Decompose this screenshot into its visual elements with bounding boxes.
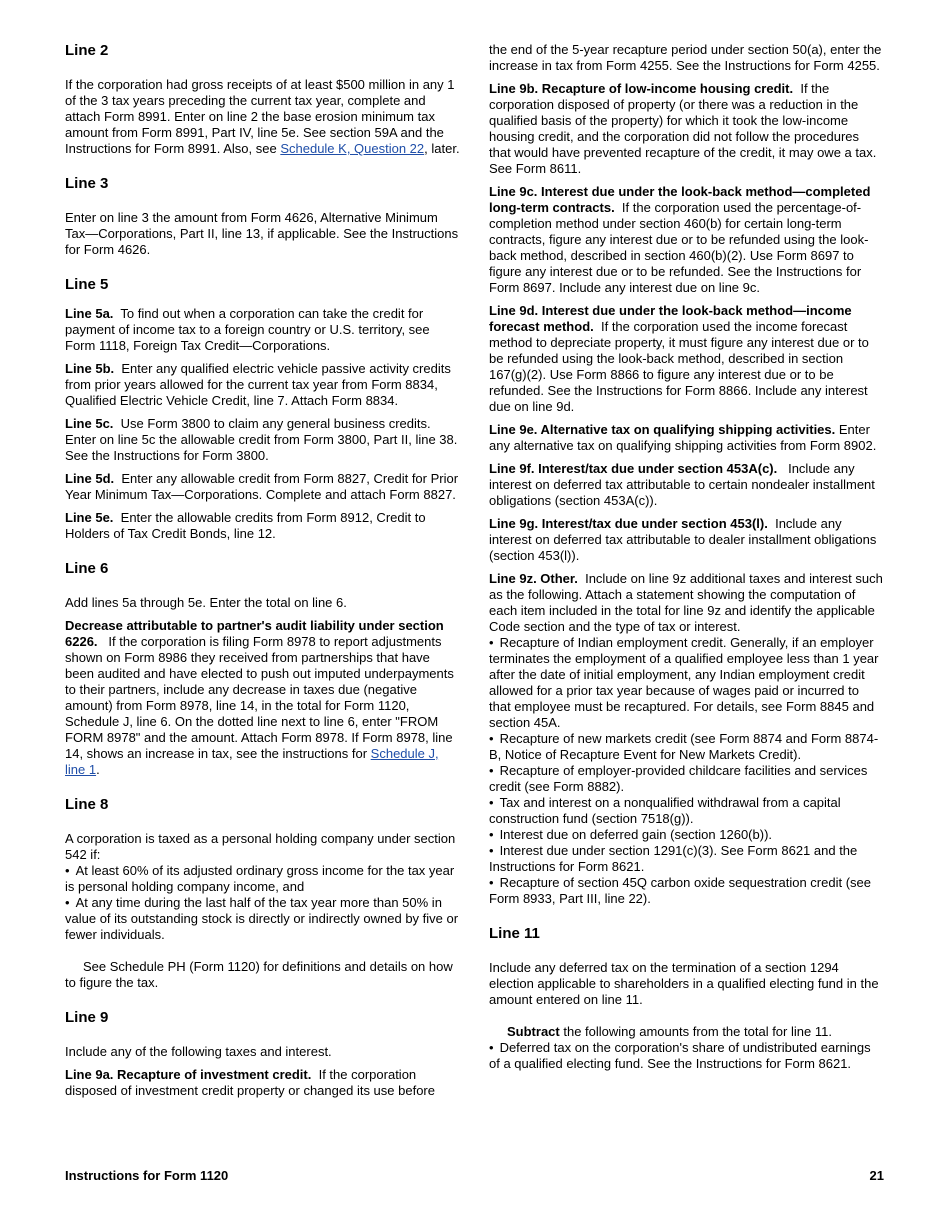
page-footer bbox=[65, 1168, 884, 1184]
line6-heading: Line 6 bbox=[65, 560, 109, 577]
line3-text: Enter on line 3 the amount from Form 4626, Alternative Minimum Tax—Corporations, Part II, line 13, if applicable. See the Instructions for Form 4626. bbox=[65, 210, 459, 257]
line9z-bullet: • Recapture of employer-provided childcare facilities and services credit (see Form 8882). bbox=[489, 763, 884, 795]
line8-bullet: • At any time during the last half of the tax year more than 50% in value of its outstanding stock is directly or indirectly owned by five or fewer individuals. bbox=[65, 895, 460, 943]
line9z-para: Line 9z. Other. Include on line 9z additional taxes and interest such as the following. Attach a statement showing the computation of each item included in the total for line 9z and identify the applicable Code section and the type of tax or interest. bbox=[489, 571, 883, 634]
line11-heading: Line 11 bbox=[489, 925, 540, 942]
line5a-para: Line 5a. To find out when a corporation can take the credit for payment of income tax to a foreign country or U.S. territory, see Form 1118, Foreign Tax Credit—Corporations. bbox=[65, 306, 430, 353]
line8-heading: Line 8 bbox=[65, 796, 109, 813]
line9a-continued: the end of the 5-year recapture period under section 50(a), enter the increase in tax from Form 4255. See the Instructions for Form 4255. bbox=[489, 42, 882, 73]
line9z-bullet: • Interest due on deferred gain (section 1260(b)). bbox=[489, 827, 884, 843]
schedule-j-line-1-link[interactable]: Schedule J, line 1 bbox=[65, 746, 439, 777]
line11-subtract: Subtract the following amounts from the total for line 11. bbox=[507, 1024, 832, 1039]
line2-text: If the corporation had gross receipts of at least $500 million in any 1 of the 3 tax years preceding the current tax year, complete and attach Form 8991. Enter on line 2 the base erosion minimum tax amount from Form 8991, Part IV, line 5e. See section 59A and the Instructions for Form 8991. Also, see Schedule K, Question 22, later. bbox=[65, 77, 460, 156]
line9z-bullet: • Recapture of Indian employment credit. Generally, if an employer terminates the employment of a qualified employee less than 1 year after the date of initial employment, any Indian employment credit allowed for a prior tax year because of wages paid or incurred to that employee must be recaptured. For details, see Form 8845 and section 45A. bbox=[489, 635, 884, 731]
line9b-para: Line 9b. Recapture of low-income housing credit. If the corporation disposed of property (or there was a reduction in the qualified basis of the property) for which it took the low-income housing credit, and the corporation did not follow the procedures that would have prevented recapture of the credit, it may owe a tax. See Form 8611. bbox=[489, 81, 877, 176]
line6-decrease-para: Decrease attributable to partner's audit liability under section 6226. If the corporation is filing Form 8978 to report adjustments shown on Form 8986 they received from partnerships that have been audited and have elected to push out imputed underpayments to their partners, include any decrease in taxes due (negative amount) from Form 8978, line 14, in the total for Form 1120, Schedule J, line 6. On the dotted line next to line 6, enter "FROM FORM 8978" and the amount. Attach Form 8978. If Form 8978, line 14, shows an increase in tax, see the instructions for Schedule J, line 1. bbox=[65, 618, 454, 777]
line9z-bullet: • Tax and interest on a nonqualified withdrawal from a capital construction fund (section 7518(g)). bbox=[489, 795, 884, 827]
line9-heading: Line 9 bbox=[65, 1009, 109, 1026]
line5d-para: Line 5d. Enter any allowable credit from Form 8827, Credit for Prior Year Minimum Tax—Corporations. Complete and attach Form 8827. bbox=[65, 471, 459, 502]
line9z-bullet: • Interest due under section 1291(c)(3). See Form 8621 and the Instructions for Form 8621. bbox=[489, 843, 884, 875]
line5b-para: Line 5b. Enter any qualified electric vehicle passive activity credits from prior years allowed for the current tax year from Form 8834, Qualified Electric Vehicle Credit, line 7. Attach Form 8834. bbox=[65, 361, 451, 408]
page-number: 21 bbox=[869, 1168, 884, 1183]
line2-heading: Line 2 bbox=[65, 42, 109, 59]
line5e-para: Line 5e. Enter the allowable credits from Form 8912, Credit to Holders of Tax Credit Bonds, line 12. bbox=[65, 510, 426, 541]
line5-heading: Line 5 bbox=[65, 276, 109, 293]
line11-text: Include any deferred tax on the termination of a section 1294 election applicable to shareholders in a qualified electing fund in the amount entered on line 11. bbox=[489, 960, 879, 1007]
line9e-para: Line 9e. Alternative tax on qualifying shipping activities. Enter any alternative tax on qualifying shipping activities from Form 8902. bbox=[489, 422, 877, 453]
line9-intro: Include any of the following taxes and interest. bbox=[65, 1044, 332, 1059]
line9d-para: Line 9d. Interest due under the look-back method—income forecast method. If the corporation used the income forecast method to depreciate property, it must figure any interest due or to be refunded using the look-back method, described in section 167(g)(2). Use Form 8866 to figure any interest due or to be refunded. See the Instructions for Form 8866. Include any interest due on line 9d. bbox=[489, 303, 869, 414]
line8-intro: A corporation is taxed as a personal holding company under section 542 if: bbox=[65, 831, 456, 862]
line9g-para: Line 9g. Interest/tax due under section 453(l). Include any interest on deferred tax attributable to dealer installment obligations (section 453(l)). bbox=[489, 516, 877, 563]
line9z-bullet: • Recapture of new markets credit (see Form 8874 and Form 8874-B, Notice of Recapture Event for New Markets Credit). bbox=[489, 731, 884, 763]
line9f-para: Line 9f. Interest/tax due under section 453A(c). Include any interest on deferred tax attributable to certain nondealer installment obligations (section 453A(c)). bbox=[489, 461, 875, 508]
schedule-k-question-22-link[interactable]: Schedule K, Question 22 bbox=[280, 141, 425, 156]
right-column bbox=[489, 42, 884, 1072]
line6-text: Add lines 5a through 5e. Enter the total on line 6. bbox=[65, 595, 347, 610]
left-column bbox=[65, 42, 460, 1106]
line9c-para: Line 9c. Interest due under the look-back method—completed long-term contracts. If the corporation used the percentage-of-completion method under section 460(b) for certain long-term contracts, figure any interest due or to be refunded using the look-back method, described in section 460(b)(2). Use Form 8697 to figure any interest due or to be refunded. See the Instructions for Form 8697. Include any interest due on line 9c. bbox=[489, 184, 871, 295]
line5c-para: Line 5c. Use Form 3800 to claim any general business credits. Enter on line 5c the allowable credit from Form 3800, Part II, line 38. See the Instructions for Form 3800. bbox=[65, 416, 458, 463]
line3-heading: Line 3 bbox=[65, 175, 109, 192]
line9a-para: Line 9a. Recapture of investment credit. If the corporation disposed of investment credit property or changed its use before bbox=[65, 1067, 435, 1098]
line9z-bullet: • Recapture of section 45Q carbon oxide sequestration credit (see Form 8933, Part III, line 22). bbox=[489, 875, 884, 907]
footer-title: Instructions for Form 1120 bbox=[65, 1168, 229, 1183]
line11-bullet: • Deferred tax on the corporation's share of undistributed earnings of a qualified electing fund. See the Instructions for Form 8621. bbox=[489, 1040, 884, 1072]
line8-note: See Schedule PH (Form 1120) for definitions and details on how to figure the tax. bbox=[65, 959, 453, 990]
line8-bullet: • At least 60% of its adjusted ordinary gross income for the tax year is personal holding company income, and bbox=[65, 863, 460, 895]
